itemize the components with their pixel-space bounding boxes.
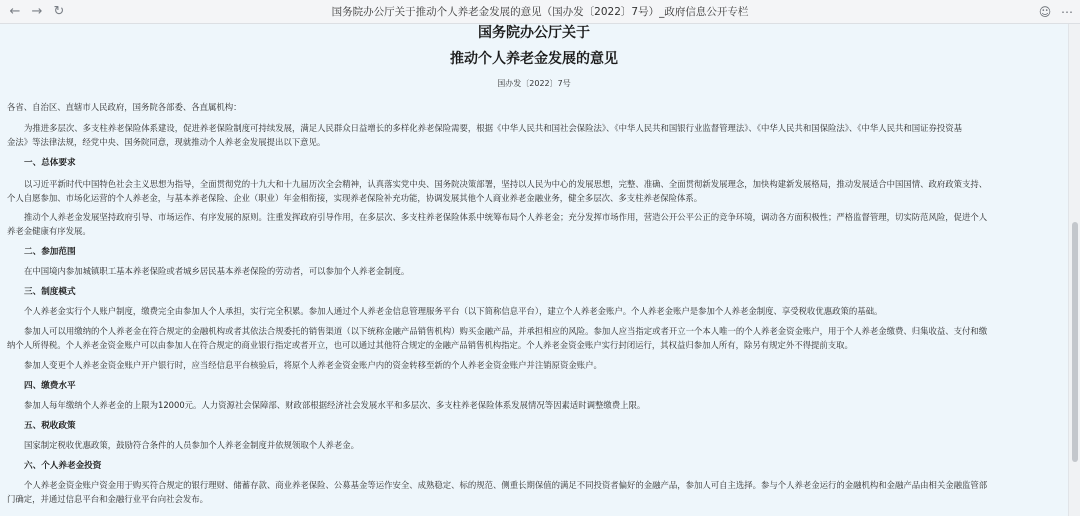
- section3-paragraph3: 参加人变更个人养老金资金账户开户银行时，应当经信息平台核验后，将原个人养老金资金账户内的资金转移至新的个人养老金资金账户并注销原资金账户。: [24, 360, 602, 370]
- window-title: 国务院办公厅关于推动个人养老金发展的意见（国办发〔2022〕7号）_政府信息公开专栏: [331, 6, 749, 18]
- vertical-scrollbar[interactable]: [1068, 24, 1080, 516]
- section4-paragraph1: 参加人每年缴纳个人养老金的上限为12000元。人力资源社会保障部、财政部根据经济社会发展水平和多层次、多支柱养老保险体系发展情况等因素适时调整缴费上限。: [24, 400, 646, 410]
- section6-paragraph1: 个人养老金资金账户资金用于购买符合规定的银行理财、储蓄存款、商业养老保险、公募基金等运作安全、成熟稳定、标的规范、侧重长期保值的满足不同投资者偏好的金融产品，参加人可自主选择。参与个人养老金运行的金融机构和金融产品由相关金融监管部: [24, 480, 988, 490]
- back-arrow-icon[interactable]: ←: [9, 4, 21, 19]
- section-heading-5: 五、税收政策: [24, 421, 76, 431]
- section6-paragraph1-cont: 门确定，并通过信息平台和金融行业平台向社会发布。: [7, 494, 208, 504]
- section-heading-6: 六、个人养老金投资: [24, 461, 102, 471]
- extension-icon[interactable]: ☺: [1038, 5, 1052, 19]
- section1-paragraph1-cont: 个人自愿参加、市场化运营的个人养老金，与基本养老保险、企业（职业）年金相衔接，实现养老保险补充功能，协调发展其他个人商业养老金融业务，健全多层次、多支柱养老保险体系。: [7, 193, 703, 203]
- reload-icon[interactable]: ↻: [53, 4, 65, 19]
- forward-arrow-icon[interactable]: →: [31, 4, 43, 19]
- section-heading-2: 二、参加范围: [24, 247, 76, 257]
- document-viewport: [0, 24, 1068, 516]
- section1-paragraph2: 推动个人养老金发展坚持政府引导、市场运作、有序发展的原则。注重发挥政府引导作用，在多层次、多支柱养老保险体系中统筹布局个人养老金；充分发挥市场作用，营造公开公平公正的竞争环境，调动各方面积极性；严格监督管理，切实防范风险，促进个人: [24, 212, 988, 222]
- doc-number: 国办发〔2022〕7号: [497, 79, 571, 88]
- section-heading-3: 三、制度模式: [24, 287, 76, 297]
- section3-paragraph2-cont: 纳个人所得税。个人养老金资金账户可以由参加人在符合规定的商业银行指定或者开立，也可以通过其他符合规定的金融产品销售机构指定。个人养老金资金账户实行封闭运行，其权益归参加人所有，除另有规定外不得提前支取。: [7, 340, 853, 350]
- browser-toolbar: [0, 0, 1080, 24]
- intro-paragraph: 为推进多层次、多支柱养老保险体系建设，促进养老保险制度可持续发展，满足人民群众日益增长的多样化养老保险需要，根据《中华人民共和国社会保险法》、《中华人民共和国银行业监督管理法》、《中华人民共和国保险法》、《中华人民共和国证券投资基: [24, 123, 962, 133]
- section3-paragraph1: 个人养老金实行个人账户制度，缴费完全由参加人个人承担，实行完全积累。参加人通过个人养老金信息管理服务平台（以下简称信息平台），建立个人养老金账户。个人养老金账户是参加个人养老金制度、享受税收优惠政策的基础。: [24, 306, 883, 316]
- section1-paragraph1: 以习近平新时代中国特色社会主义思想为指导，全面贯彻党的十九大和十九届历次全会精神，认真落实党中央、国务院决策部署，坚持以人民为中心的发展思想，完整、准确、全面贯彻新发展理念，加快构建新发展格局，推动发展适合中国国情、政府政策支持、: [24, 179, 988, 189]
- salutation: 各省、自治区、直辖市人民政府，国务院各部委、各直属机构：: [7, 102, 242, 112]
- section-heading-1: 一、总体要求: [24, 158, 76, 168]
- section5-paragraph1: 国家制定税收优惠政策，鼓励符合条件的人员参加个人养老金制度并依规领取个人养老金。: [24, 440, 359, 450]
- doc-title-line1: 国务院办公厅关于: [478, 25, 590, 41]
- section2-paragraph1: 在中国境内参加城镇职工基本养老保险或者城乡居民基本养老保险的劳动者，可以参加个人养老金制度。: [24, 266, 410, 276]
- section3-paragraph2: 参加人可以用缴纳的个人养老金在符合规定的金融机构或者其依法合规委托的销售渠道（以下统称金融产品销售机构）购买金融产品，并承担相应的风险。参加人应当指定或者开立一个本人唯一的个人养老金资金账户，用于个人养老金缴费、归集收益、支付和缴: [24, 326, 988, 336]
- scrollbar-thumb[interactable]: [1072, 222, 1078, 462]
- doc-title-line2: 推动个人养老金发展的意见: [450, 51, 618, 67]
- more-menu-icon[interactable]: ⋯: [1061, 5, 1073, 19]
- section1-paragraph2-cont: 养老金健康有序发展。: [7, 226, 91, 236]
- section-heading-4: 四、缴费水平: [24, 381, 76, 391]
- intro-paragraph-cont: 金法》等法律法规，经党中央、国务院同意，现就推动个人养老金发展提出以下意见。: [7, 137, 326, 147]
